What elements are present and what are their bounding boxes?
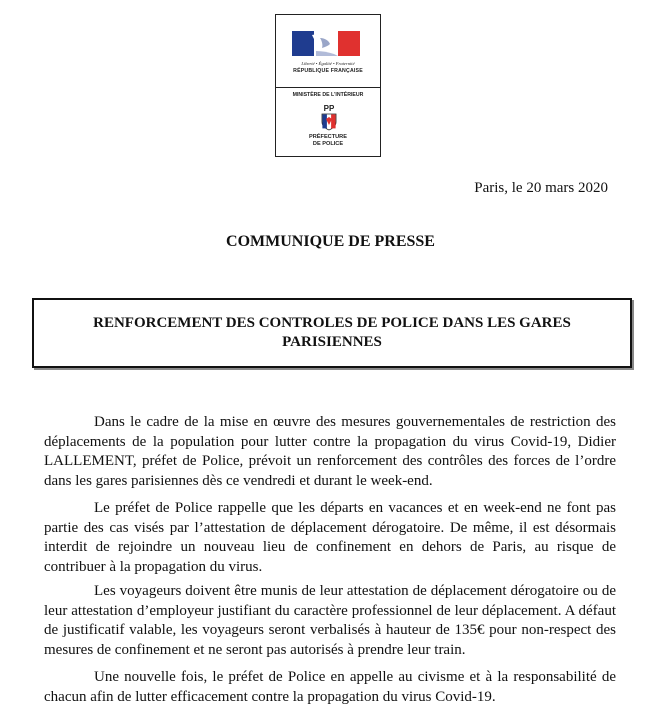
dateline: Paris, le 20 mars 2020: [474, 180, 608, 196]
prefecture-label: [276, 134, 380, 148]
body-paragraph: Les voyageurs doivent être munis de leur attestation de déplacement dérogatoire ou de leur attestation d’employeur justifiant du caractère professionnel de leur déplacement. A défaut de justificatif valable, les voyageurs seront verbalisés à hauteur de 135€ pour non-respect des mesures de confinement et ne seront pas autorisés à prendre leur train.: [44, 583, 616, 658]
header-logo-block: [275, 14, 381, 157]
prefecture-line-1: PRÉFECTURE: [309, 134, 347, 140]
press-release-title: RENFORCEMENT DES CONTROLES DE POLICE DANS LES GARES PARISIENNES: [93, 315, 571, 350]
prefecture-police-emblem-icon: [316, 103, 342, 131]
body-paragraph: Une nouvelle fois, le préfet de Police en appelle au civisme et à la responsabilité de chacun afin de lutter efficacement contre la propagation du virus Covid-19.: [44, 669, 616, 705]
republique-francaise-label: RÉPUBLIQUE FRANÇAISE: [293, 68, 363, 74]
prefecture-line-2: DE POLICE: [312, 140, 344, 147]
ministere-label: MINISTÈRE DE L'INTÉRIEUR: [292, 92, 364, 98]
marianne-flag-icon: [292, 31, 360, 56]
republique-francaise-logo: [276, 15, 380, 87]
body-paragraph: Dans le cadre de la mise en œuvre des mesures gouvernementales de restriction des déplacements de la population pour lutter contre la propagation du virus Covid-19, Didier LALLEMENT, préfet de Police, prévoit un renforcement des contrôles des forces de l’ordre dans les gares parisiennes dès ce vendredi et durant le week-end.: [44, 414, 616, 489]
republic-motto: Liberté • Égalité • Fraternité: [301, 61, 355, 66]
body-paragraph: Le préfet de Police rappelle que les départs en vacances et en week-end ne font pas partie des cas visés par l’attestation de déplacement dérogatoire. De même, il est désormais interdit de rejoindre un nouveau lieu de confinement en dehors de Paris, au risque de contribuer à la propagation du virus.: [44, 500, 616, 575]
document-type-heading: COMMUNIQUE DE PRESSE: [226, 233, 435, 250]
press-release-title-box: [32, 298, 632, 368]
logo-divider: [276, 87, 380, 88]
svg-text:PP: PP: [323, 104, 335, 113]
